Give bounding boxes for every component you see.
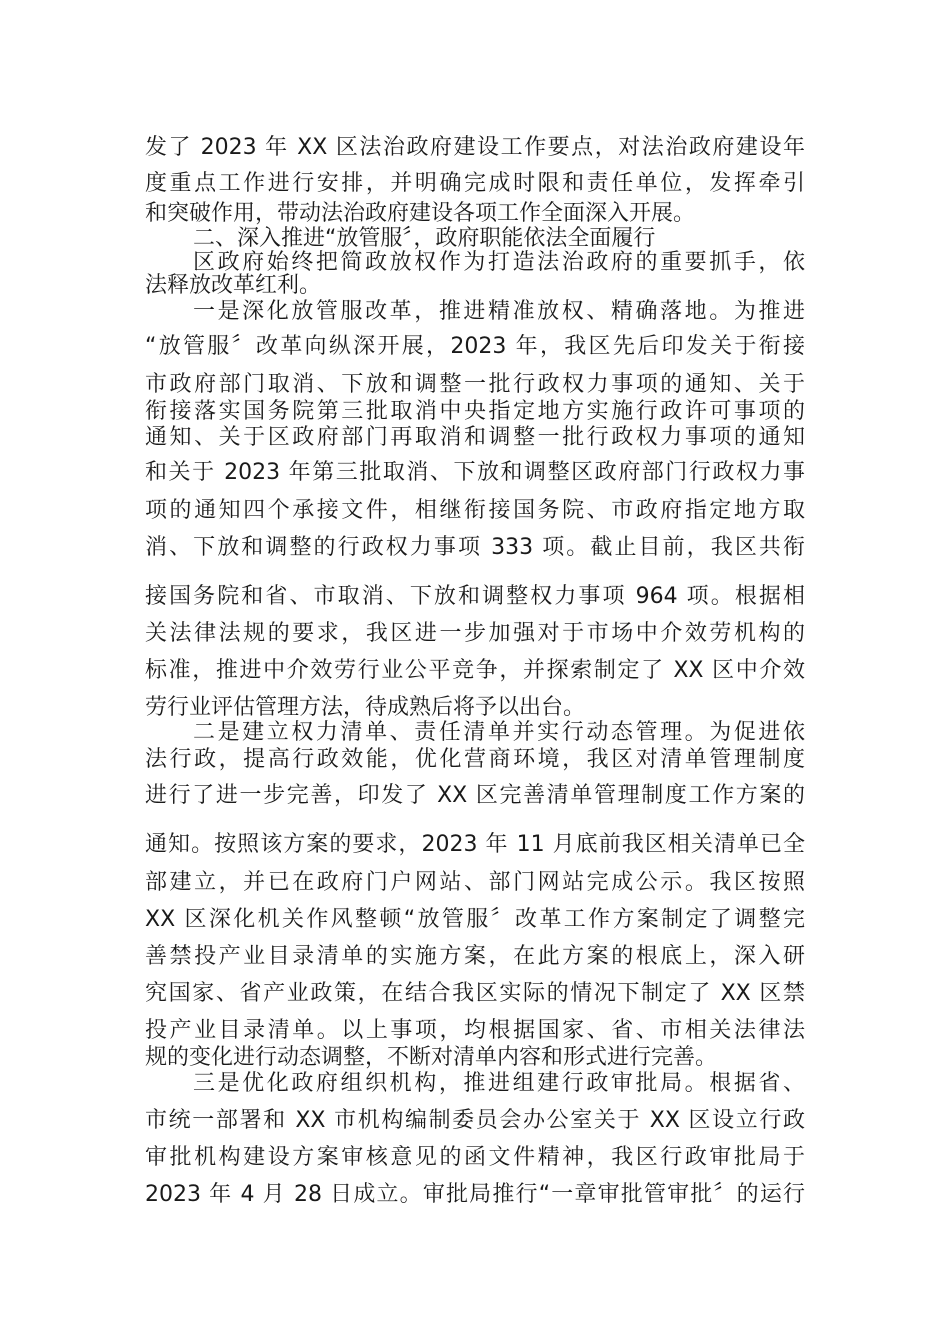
text-line: 审批机构建设方案审核意见的函文件精神，我区行政审批局于 (145, 1145, 805, 1170)
text-line: 标准，推进中介效劳行业公平竞争，并探索制定了 XX 区中介效 (145, 658, 805, 683)
text-line: 区政府始终把简政放权作为打造法治政府的重要抓手，依 (193, 250, 805, 275)
text-line: 三是优化政府组织机构，推进组建行政审批局。根据省、 (193, 1071, 805, 1096)
text-line: 项的通知四个承接文件，相继衔接国务院、市政府指定地方取 (145, 498, 805, 523)
text-line: 2023 年 4 月 28 日成立。审批局推行“一章审批管审批〞的运行 (145, 1182, 805, 1207)
text-line: 部建立，并已在政府门户网站、部门网站完成公示。我区按照 (145, 870, 805, 895)
text-line: 究国家、省产业政策，在结合我区实际的情况下制定了 XX 区禁 (145, 981, 805, 1006)
text-line: 和关于 2023 年第三批取消、下放和调整区政府部门行政权力事 (145, 460, 805, 485)
text-line: 接国务院和省、市取消、下放和调整权力事项 964 项。根据相 (145, 584, 805, 609)
text-line: 投产业目录清单。以上事项，均根据国家、省、市相关法律法 (145, 1018, 805, 1043)
text-line: 通知、关于区政府部门再取消和调整一批行政权力事项的通知 (145, 425, 805, 450)
text-line: 法行政，提高行政效能，优化营商环境，我区对清单管理制度 (145, 747, 805, 772)
text-line: 衔接落实国务院第三批取消中央指定地方实施行政许可事项的 (145, 399, 805, 424)
text-line: 善禁投产业目录清单的实施方案，在此方案的根底上，深入研 (145, 944, 805, 969)
section-heading: 二、深入推进“放管服〞，政府职能依法全面履行 (193, 226, 656, 251)
text-line: 通知。按照该方案的要求，2023 年 11 月底前我区相关清单已全 (145, 832, 805, 857)
text-line: “放管服〞改革向纵深开展，2023 年，我区先后印发关于衔接 (145, 334, 805, 359)
text-line: 市政府部门取消、下放和调整一批行政权力事项的通知、关于 (145, 372, 805, 397)
text-line: 法释放改革红利。 (145, 273, 322, 298)
text-line: 一是深化放管服改革，推进精准放权、精确落地。为推进 (193, 299, 805, 324)
text-line: 消、下放和调整的行政权力事项 333 项。截止目前，我区共衔 (145, 535, 805, 560)
text-line: XX 区深化机关作风整顿“放管服〞改革工作方案制定了调整完 (145, 907, 805, 932)
text-line: 二是建立权力清单、责任清单并实行动态管理。为促进依 (193, 720, 805, 745)
text-line: 发了 2023 年 XX 区法治政府建设工作要点，对法治政府建设年 (145, 135, 805, 160)
text-line: 和突破作用，带动法治政府建设各项工作全面深入开展。 (145, 201, 696, 226)
text-line: 规的变化进行动态调整，不断对清单内容和形式进行完善。 (145, 1045, 718, 1070)
text-line: 市统一部署和 XX 市机构编制委员会办公室关于 XX 区设立行政 (145, 1108, 805, 1133)
text-line: 度重点工作进行安排，并明确完成时限和责任单位，发挥牵引 (145, 171, 805, 196)
text-line: 关法律法规的要求，我区进一步加强对于市场中介效劳机构的 (145, 621, 805, 646)
text-line: 劳行业评估管理方法，待成熟后将予以出台。 (145, 695, 586, 720)
text-line: 进行了进一步完善，印发了 XX 区完善清单管理制度工作方案的 (145, 783, 805, 808)
